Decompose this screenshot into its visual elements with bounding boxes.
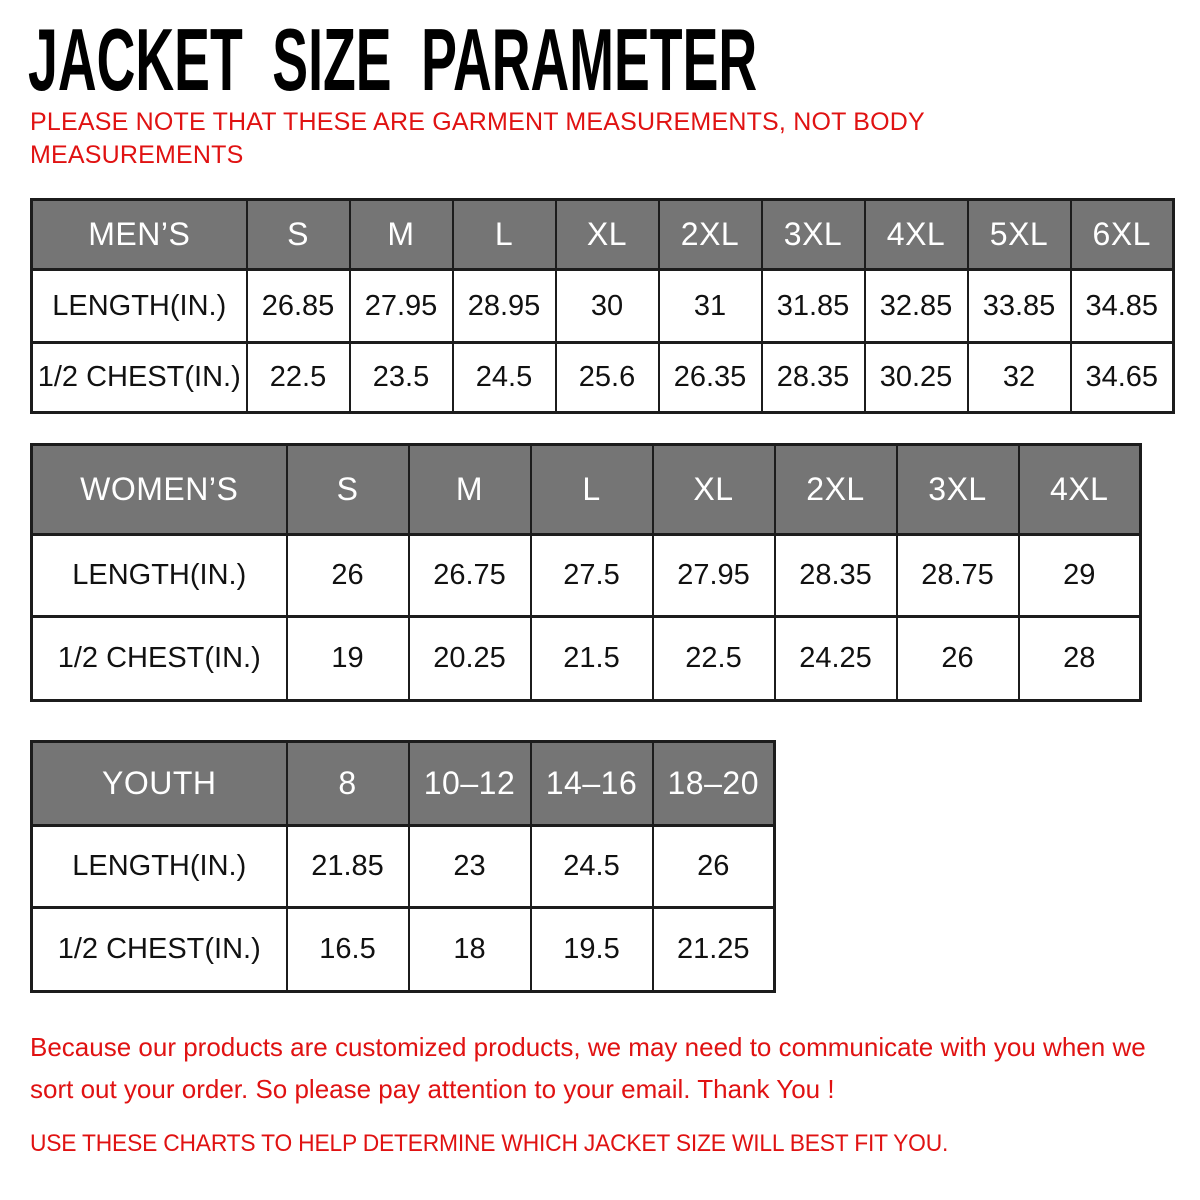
- womens-length-value: 26: [287, 535, 409, 617]
- page-title: JACKET SIZE PARAMETER: [28, 10, 758, 109]
- womens-chest-value: 28: [1019, 617, 1141, 701]
- womens-header-row: [32, 445, 1141, 535]
- mens-header-row: [32, 200, 1174, 270]
- womens-length-value: 27.5: [531, 535, 653, 617]
- mens-chest-value: 25.6: [556, 343, 659, 413]
- womens-size-table: [30, 443, 1142, 702]
- mens-chest-value: 32: [968, 343, 1071, 413]
- youth-size-header-18-20: 18–20: [653, 742, 775, 826]
- mens-length-value: 27.95: [350, 270, 453, 343]
- youth-size-table: [30, 740, 776, 993]
- youth-length-value: 24.5: [531, 826, 653, 908]
- youth-chest-label: 1/2 CHEST(IN.): [32, 908, 287, 992]
- youth-size-header-8: 8: [287, 742, 409, 826]
- womens-size-header-2xl: 2XL: [775, 445, 897, 535]
- mens-length-value: 31.85: [762, 270, 865, 343]
- mens-length-value: 31: [659, 270, 762, 343]
- youth-size-header-10-12: 10–12: [409, 742, 531, 826]
- womens-length-value: 26.75: [409, 535, 531, 617]
- womens-table-title: WOMEN’S: [32, 445, 287, 535]
- mens-chest-value: 30.25: [865, 343, 968, 413]
- mens-length-value: 34.85: [1071, 270, 1174, 343]
- womens-length-value: 29: [1019, 535, 1141, 617]
- womens-chest-label: 1/2 CHEST(IN.): [32, 617, 287, 701]
- womens-chest-row: [32, 617, 1141, 701]
- mens-length-label: LENGTH(IN.): [32, 270, 247, 343]
- mens-size-header-6xl: 6XL: [1071, 200, 1174, 270]
- mens-size-header-3xl: 3XL: [762, 200, 865, 270]
- mens-chest-value: 28.35: [762, 343, 865, 413]
- mens-chest-value: 34.65: [1071, 343, 1174, 413]
- mens-length-value: 28.95: [453, 270, 556, 343]
- youth-length-row: [32, 826, 775, 908]
- mens-length-value: 26.85: [247, 270, 350, 343]
- mens-size-header-5xl: 5XL: [968, 200, 1071, 270]
- mens-length-row: [32, 270, 1174, 343]
- mens-size-table: [30, 198, 1175, 414]
- mens-length-value: 30: [556, 270, 659, 343]
- womens-chest-value: 20.25: [409, 617, 531, 701]
- custom-order-notice: Because our products are customized products, we may need to communicate with you when we sort out your order. So please pay attention to your email. Thank You !: [30, 1032, 1146, 1105]
- size-fit-advice: USE THESE CHARTS TO HELP DETERMINE WHICH JACKET SIZE WILL BEST FIT YOU.: [30, 1130, 949, 1157]
- mens-size-header-m: M: [350, 200, 453, 270]
- womens-length-row: [32, 535, 1141, 617]
- youth-size-header-14-16: 14–16: [531, 742, 653, 826]
- mens-chest-row: [32, 343, 1174, 413]
- womens-size-header-l: L: [531, 445, 653, 535]
- garment-measurement-note: PLEASE NOTE THAT THESE ARE GARMENT MEASUREMENTS, NOT BODY MEASUREMENTS: [30, 108, 925, 169]
- mens-size-header-2xl: 2XL: [659, 200, 762, 270]
- womens-length-value: 28.35: [775, 535, 897, 617]
- mens-size-header-4xl: 4XL: [865, 200, 968, 270]
- youth-chest-value: 16.5: [287, 908, 409, 992]
- mens-table-title: MEN’S: [32, 200, 247, 270]
- mens-chest-value: 22.5: [247, 343, 350, 413]
- youth-chest-value: 19.5: [531, 908, 653, 992]
- youth-length-label: LENGTH(IN.): [32, 826, 287, 908]
- youth-length-value: 23: [409, 826, 531, 908]
- mens-size-header-l: L: [453, 200, 556, 270]
- mens-chest-value: 26.35: [659, 343, 762, 413]
- womens-size-header-s: S: [287, 445, 409, 535]
- womens-length-label: LENGTH(IN.): [32, 535, 287, 617]
- youth-chest-value: 21.25: [653, 908, 775, 992]
- youth-chest-value: 18: [409, 908, 531, 992]
- womens-size-header-4xl: 4XL: [1019, 445, 1141, 535]
- womens-chest-value: 24.25: [775, 617, 897, 701]
- youth-length-value: 26: [653, 826, 775, 908]
- womens-size-header-m: M: [409, 445, 531, 535]
- womens-chest-value: 21.5: [531, 617, 653, 701]
- mens-size-header-s: S: [247, 200, 350, 270]
- youth-length-value: 21.85: [287, 826, 409, 908]
- womens-length-value: 28.75: [897, 535, 1019, 617]
- mens-chest-value: 24.5: [453, 343, 556, 413]
- womens-chest-value: 26: [897, 617, 1019, 701]
- mens-length-value: 32.85: [865, 270, 968, 343]
- mens-size-header-xl: XL: [556, 200, 659, 270]
- youth-table-title: YOUTH: [32, 742, 287, 826]
- womens-chest-value: 19: [287, 617, 409, 701]
- youth-header-row: [32, 742, 775, 826]
- mens-chest-value: 23.5: [350, 343, 453, 413]
- mens-chest-label: 1/2 CHEST(IN.): [32, 343, 247, 413]
- womens-size-header-3xl: 3XL: [897, 445, 1019, 535]
- womens-chest-value: 22.5: [653, 617, 775, 701]
- mens-length-value: 33.85: [968, 270, 1071, 343]
- womens-size-header-xl: XL: [653, 445, 775, 535]
- youth-chest-row: [32, 908, 775, 992]
- womens-length-value: 27.95: [653, 535, 775, 617]
